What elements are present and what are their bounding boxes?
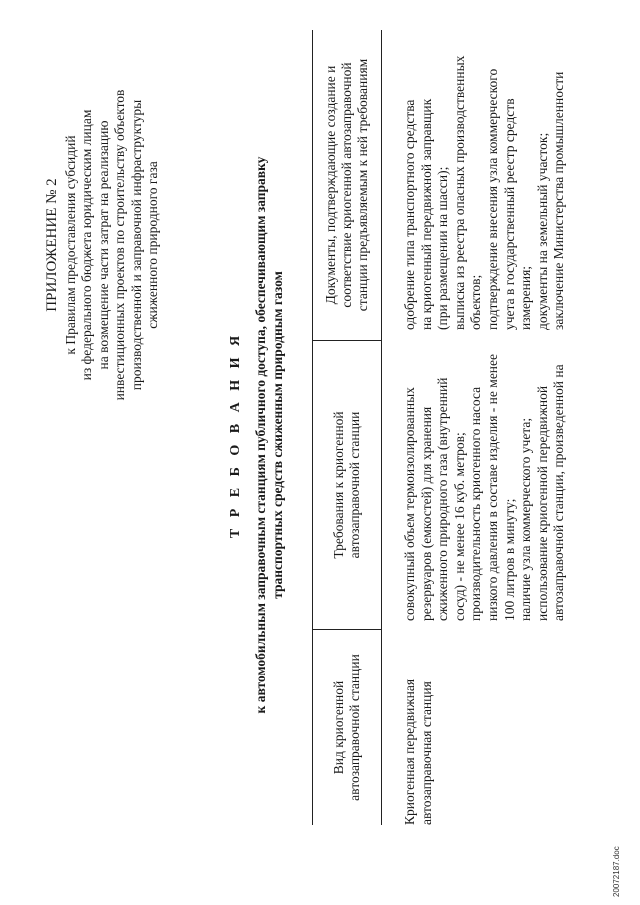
cell-requirements — [402, 340, 568, 629]
cell-line: сжиженного природного газа (внутренний — [435, 377, 451, 621]
cell-line: измерения; — [518, 265, 534, 330]
document-code: 20072187.doc — [612, 846, 621, 897]
cell-line: 100 литров в минуту; — [501, 498, 517, 621]
cell-line: автозаправочной станции, произведенной на — [551, 364, 567, 621]
document-subtitle — [252, 65, 286, 805]
requirements-table — [312, 30, 568, 825]
header-documents — [313, 30, 381, 340]
cell-line: объектов; — [468, 274, 484, 330]
cell-line: сосуд) - не менее 16 куб. метров; — [451, 432, 467, 621]
cell-station-type — [402, 629, 568, 825]
appendix-line: из федерального бюджета юридическим лицам — [79, 109, 94, 381]
cell-line: производительность криогенного насоса — [468, 386, 484, 621]
cell-line: на криогенный передвижной заправщик — [418, 98, 434, 330]
subtitle-line: к автомобильным заправочным станциям публичного доступа, обеспечивающим заправку — [253, 156, 268, 714]
table-header — [312, 30, 382, 825]
cell-line: подтверждение внесения узла коммерческого — [484, 68, 500, 330]
appendix-line: производственной и заправочной инфраструктуры — [128, 99, 144, 391]
cell-line: Криогенная передвижная — [402, 678, 417, 825]
cell-documents — [402, 30, 568, 340]
header-station-type — [313, 629, 381, 825]
table-row — [382, 30, 568, 825]
appendix-line: на возмещение части затрат на реализацию — [95, 120, 111, 370]
cell-line: наличие узла коммерческого учета; — [518, 417, 534, 621]
header-text: соответствие криогенной автозаправочной — [339, 62, 354, 308]
header-text: автозаправочной станции — [347, 411, 362, 559]
header-requirements — [313, 340, 381, 629]
header-text: Вид криогенной — [331, 680, 346, 775]
header-text: Требования к криогенной — [331, 411, 346, 559]
cell-line: (при размещении на шасси); — [435, 166, 451, 330]
appendix-block — [44, 25, 162, 465]
header-text: Документы, подтверждающие создание и — [323, 65, 338, 305]
cell-line: заключение Министерства промышленности — [551, 71, 567, 330]
document-title: Т Р Е Б О В А Н И Я — [228, 331, 243, 539]
header-text: автозаправочной станции — [347, 654, 362, 801]
appendix-line: сжиженного природного газа — [145, 161, 160, 329]
appendix-line: к Правилам предоставления субсидий — [62, 135, 78, 355]
cell-line: одобрение типа транспортного средства — [402, 99, 417, 330]
cell-line: учета в государственный реестр средств — [501, 98, 517, 330]
cell-line: автозаправочная станция — [418, 681, 434, 825]
appendix-title: ПРИЛОЖЕНИЕ № 2 — [44, 178, 60, 312]
header-text: станции предъявляемым к ней требованиям — [355, 58, 370, 312]
appendix-line: инвестиционных проектов по строительству объектов — [112, 89, 127, 401]
subtitle-line: транспортных средств сжиженным природным газом — [270, 271, 285, 599]
cell-line: резервуаров (емкостей) для хранения — [418, 406, 434, 621]
cell-line: выписка из реестра опасных производственных — [451, 55, 467, 330]
cell-line: использование криогенной передвижной — [534, 385, 550, 621]
cell-line: совокупный объем термоизолированных — [402, 387, 417, 621]
cell-line: документы на земельный участок; — [534, 132, 550, 330]
cell-line: низкого давления в составе изделия - не менее — [484, 353, 500, 621]
